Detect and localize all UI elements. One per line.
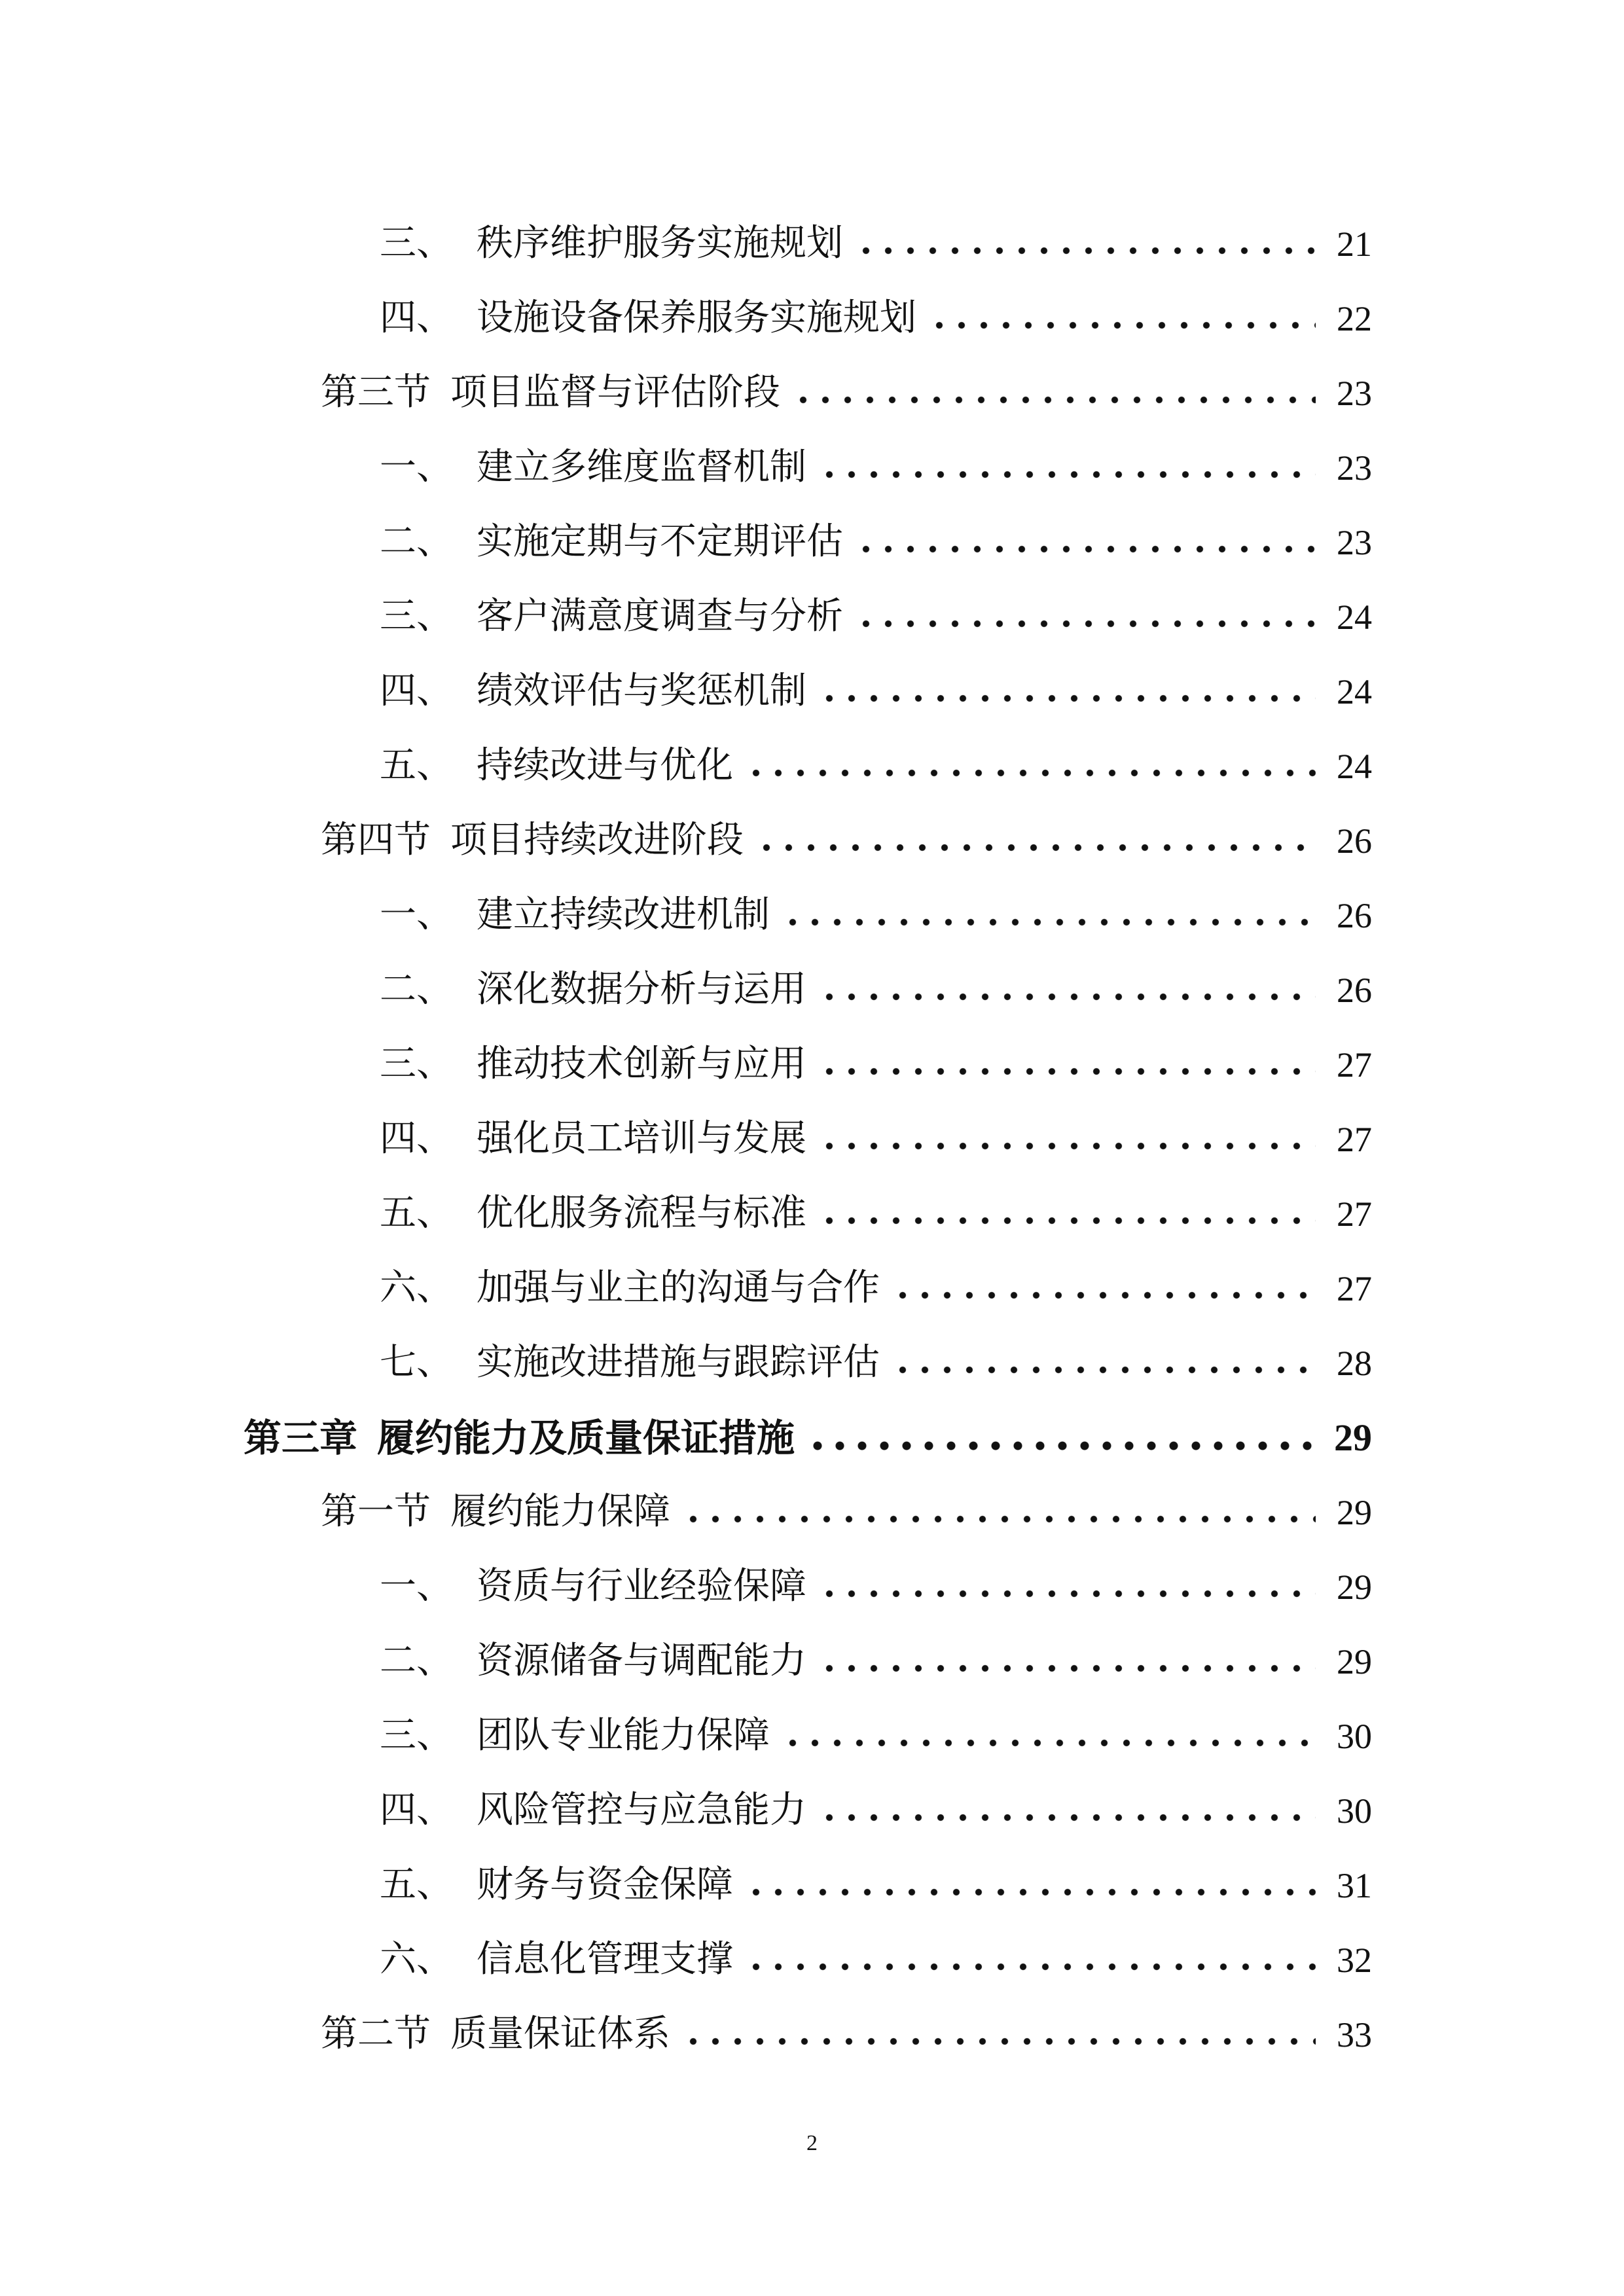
toc-entry-page: 32 — [1337, 1941, 1372, 1980]
toc-entry[interactable] — [380, 1899, 1372, 1981]
toc-entry[interactable] — [380, 482, 1372, 563]
toc-entry-page: 27 — [1337, 1045, 1372, 1085]
toc-entry-page: 29 — [1337, 1493, 1372, 1532]
dot-leader — [682, 1515, 1316, 1524]
dot-leader — [745, 1962, 1316, 1971]
toc-entry-number: 四、 — [380, 1789, 453, 1831]
toc-entry-page: 27 — [1337, 1269, 1372, 1308]
dot-leader — [928, 321, 1316, 330]
toc-entry-title: 持续改进与优化 — [477, 744, 733, 787]
dot-leader — [745, 768, 1316, 778]
toc-entry-number: 四、 — [380, 296, 453, 339]
toc-entry-title: 推动技术创新与应用 — [477, 1043, 806, 1085]
toc-entry-page: 23 — [1337, 448, 1372, 488]
toc-entry-number: 一、 — [380, 1565, 453, 1607]
toc-entry-number: 四、 — [380, 670, 453, 712]
toc-entry-number: 第四节 — [321, 819, 431, 861]
toc-entry-number: 五、 — [380, 1863, 453, 1906]
toc-entry[interactable] — [380, 1825, 1372, 1906]
toc-entry-page: 30 — [1337, 1791, 1372, 1831]
toc-entry-page: 24 — [1337, 598, 1372, 637]
dot-leader — [818, 1216, 1316, 1225]
toc-entry[interactable] — [380, 855, 1372, 936]
toc-entry-number: 三、 — [380, 1714, 453, 1757]
toc-entry-number: 五、 — [380, 744, 453, 787]
toc-entry[interactable] — [380, 258, 1372, 339]
toc-entry-title: 履约能力保障 — [450, 1490, 670, 1533]
toc-entry[interactable] — [380, 556, 1372, 635]
toc-entry[interactable] — [380, 1302, 1372, 1384]
toc-entry-title: 团队专业能力保障 — [477, 1714, 770, 1757]
toc-entry-page: 23 — [1337, 374, 1372, 413]
toc-entry-page: 24 — [1337, 747, 1372, 786]
toc-entry[interactable] — [380, 1228, 1372, 1309]
toc-entry-title: 秩序维护服务实施规划 — [477, 222, 843, 264]
toc-entry-number: 二、 — [380, 1640, 453, 1682]
toc-entry-title: 风险管控与应急能力 — [477, 1789, 806, 1831]
toc-entry-page: 31 — [1337, 1866, 1372, 1905]
toc-entry-title: 建立持续改进机制 — [477, 893, 770, 936]
dot-leader — [818, 1813, 1316, 1822]
dot-leader — [892, 1291, 1316, 1300]
toc-entry-title: 项目监督与评估阶段 — [450, 371, 780, 414]
toc-entry[interactable] — [380, 1601, 1372, 1682]
toc-entry-number: 第三节 — [321, 371, 431, 414]
toc-entry-title: 资质与行业经验保障 — [477, 1565, 806, 1607]
dot-leader — [806, 1441, 1316, 1450]
toc-entry-title: 深化数据分析与运用 — [477, 968, 806, 1011]
toc-entry-title: 履约能力及质量保证措施 — [377, 1416, 795, 1460]
toc-entry-title: 客户满意度调查与分析 — [477, 595, 843, 637]
toc-entry[interactable] — [321, 1974, 1372, 2053]
toc-entry[interactable] — [380, 183, 1372, 262]
page-number: 2 — [806, 2131, 818, 2155]
toc-entry-title: 信息化管理支撑 — [477, 1938, 733, 1981]
toc-entry-title: 质量保证体系 — [450, 2013, 670, 2055]
toc-entry-page: 24 — [1337, 672, 1372, 711]
toc-entry-chapter[interactable] — [244, 1378, 1372, 1460]
dot-leader — [855, 246, 1316, 255]
dot-leader — [818, 470, 1316, 479]
toc-entry-title: 建立多维度监督机制 — [477, 446, 806, 488]
toc-entry-number: 三、 — [380, 1043, 453, 1085]
toc-entry-page: 23 — [1337, 523, 1372, 562]
toc-entry-number: 第二节 — [321, 2013, 431, 2055]
toc-entry-page: 26 — [1337, 896, 1372, 935]
toc-entry-title: 实施改进措施与跟踪评估 — [477, 1341, 880, 1384]
toc-entry-number: 四、 — [380, 1117, 453, 1160]
toc-entry[interactable] — [380, 929, 1372, 1011]
toc-entry-page: 33 — [1337, 2015, 1372, 2054]
toc-entry-title: 绩效评估与奖惩机制 — [477, 670, 806, 712]
toc-entry[interactable] — [380, 1750, 1372, 1829]
toc-entry[interactable] — [380, 631, 1372, 712]
toc-entry-page: 22 — [1337, 299, 1372, 338]
toc-entry-title: 加强与业主的沟通与合作 — [477, 1266, 880, 1309]
toc-entry-page: 29 — [1337, 1568, 1372, 1607]
dot-leader — [818, 1067, 1316, 1076]
dot-leader — [855, 619, 1316, 628]
dot-leader — [792, 395, 1316, 404]
toc-entry-number: 第三章 — [244, 1416, 358, 1460]
toc-entry[interactable] — [321, 780, 1372, 859]
dot-leader — [818, 694, 1316, 703]
toc-entry-title: 财务与资金保障 — [477, 1863, 733, 1906]
toc-entry[interactable] — [380, 1676, 1372, 1757]
toc-entry-title: 项目持续改进阶段 — [450, 819, 744, 861]
toc-entry-number: 一、 — [380, 446, 453, 488]
dot-leader — [818, 1589, 1316, 1598]
toc-entry-page: 21 — [1337, 224, 1372, 264]
dot-leader — [818, 992, 1316, 1001]
toc-entry[interactable] — [380, 1079, 1372, 1160]
toc-entry-page: 27 — [1337, 1194, 1372, 1234]
toc-entry[interactable] — [380, 1153, 1372, 1232]
toc-entry-number: 六、 — [380, 1266, 453, 1309]
dot-leader — [818, 1664, 1316, 1673]
dot-leader — [682, 2037, 1316, 2046]
toc-entry-title: 优化服务流程与标准 — [477, 1192, 806, 1234]
toc-entry-page: 27 — [1337, 1120, 1372, 1159]
toc-entry-title: 强化员工培训与发展 — [477, 1117, 806, 1160]
toc-entry-page: 26 — [1337, 821, 1372, 861]
toc-entry[interactable] — [321, 1452, 1372, 1533]
toc-entry-number: 一、 — [380, 893, 453, 936]
toc-entry-number: 六、 — [380, 1938, 453, 1981]
toc-entry[interactable] — [380, 1526, 1372, 1605]
toc-entry-number: 二、 — [380, 968, 453, 1011]
toc-entry-number: 七、 — [380, 1341, 453, 1384]
dot-leader — [745, 1888, 1316, 1897]
toc-entry-page: 29 — [1337, 1642, 1372, 1681]
toc-entry-page: 26 — [1337, 971, 1372, 1010]
dot-leader — [818, 1141, 1316, 1151]
toc-entry-title: 实施定期与不定期评估 — [477, 520, 843, 563]
toc-entry-page: 29 — [1334, 1416, 1372, 1459]
dot-leader — [855, 545, 1316, 554]
toc-entry-number: 三、 — [380, 595, 453, 637]
toc-entry-number: 五、 — [380, 1192, 453, 1234]
toc-entry-page: 30 — [1337, 1717, 1372, 1756]
toc-entry[interactable] — [380, 1004, 1372, 1083]
toc-entry[interactable] — [321, 332, 1372, 414]
toc-entry-number: 三、 — [380, 222, 453, 264]
toc-entry-page: 28 — [1337, 1344, 1372, 1383]
dot-leader — [755, 843, 1316, 852]
toc-entry-number: 第一节 — [321, 1490, 431, 1533]
toc-entry-number: 二、 — [380, 520, 453, 563]
toc-entry-title: 设施设备保养服务实施规划 — [477, 296, 916, 339]
dot-leader — [782, 1738, 1316, 1748]
toc-entry[interactable] — [380, 706, 1372, 787]
toc-entry-title: 资源储备与调配能力 — [477, 1640, 806, 1682]
dot-leader — [782, 918, 1316, 927]
toc-entry[interactable] — [380, 407, 1372, 486]
dot-leader — [892, 1365, 1316, 1374]
